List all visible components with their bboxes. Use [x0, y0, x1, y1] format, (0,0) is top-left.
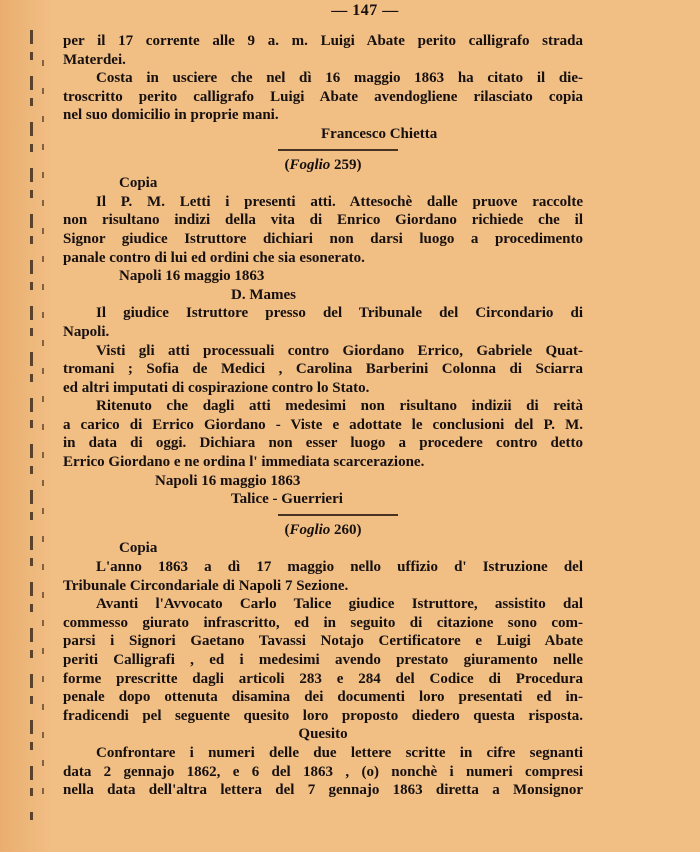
- text-line: per il 17 corrente alle 9 a. m. Luigi Abate perito calligrafo strada: [63, 33, 583, 49]
- text-line: ed altri imputati di cospirazione contro lo Stato.: [63, 379, 370, 396]
- sheet-heading-number: 259: [334, 156, 357, 173]
- binding-shadow-line-inner: [42, 60, 44, 800]
- place-date: Napoli 16 maggio 1863: [119, 268, 265, 285]
- text-line: parsi i Signori Gaetano Tavassi Notajo Certificatore e Luigi Abate: [63, 633, 583, 650]
- text-line: a carico di Errico Giordano - Viste e adottate le conclusioni del P. M.: [63, 416, 583, 433]
- text-line: Materdei.: [63, 51, 126, 68]
- text-line: Avanti l'Avvocato Carlo Talice giudice Istruttore, assistito dal: [96, 596, 583, 613]
- text-line: non risultano indizi della vita di Enrico Giordano richiede che il: [63, 212, 583, 229]
- text-line: Tribunale Circondariale di Napoli 7 Sezione.: [63, 577, 349, 594]
- text-line: periti Calligrafi , ed i medesimi avendo prestato giuramento nelle: [63, 652, 583, 668]
- text-line: Costa in usciere che nel dì 16 maggio 1863 ha citato il die-: [96, 70, 583, 87]
- section-heading: Copia: [119, 540, 158, 557]
- text-line: commesso giurato infrascritto, ed in seguito di citazione sono com-: [63, 614, 583, 631]
- signature: D. Mames: [231, 286, 296, 303]
- text-line: panale contro di lui ed ordini che sia esonerato.: [63, 249, 365, 266]
- document-body: [63, 32, 583, 800]
- text-line: data 2 gennajo 1862, e 6 del 1863 , (o) nonchè i numeri compresi: [63, 763, 583, 780]
- binding-edge: [0, 0, 52, 852]
- text-line: L'anno 1863 a dì 17 maggio nello uffizio d' Istruzione del: [96, 559, 583, 576]
- section-divider: [278, 149, 398, 151]
- text-line: Ritenuto che dagli atti medesimi non risultano indizii di reità: [96, 398, 583, 415]
- text-line: troscritto perito calligrafo Luigi Abate avendogliene rilasciato copia: [63, 88, 583, 105]
- text-line: nella data dell'altra lettera del 7 gennajo 1863 diretta a Monsignor: [63, 782, 583, 799]
- text-line: nel suo domicilio in proprie mani.: [63, 107, 279, 124]
- signature: Talice - Guerrieri: [231, 491, 343, 508]
- text-line: Signor giudice Istruttore dichiari non darsi luogo a procedimento: [63, 230, 583, 247]
- text-line: Il P. M. Letti i presenti atti. Attesochè dalle pruove raccolte: [96, 193, 583, 210]
- sheet-heading: (Foglio 259): [284, 156, 362, 173]
- text-line: tromani ; Sofia de Medici , Carolina Barberini Colonna di Sciarra: [63, 361, 583, 378]
- text-line: in data di oggi. Dichiara non esser luogo a procedere contro detto: [63, 435, 583, 452]
- section-divider: [278, 514, 398, 516]
- text-line: penale dopo ottenuta disamina dei documenti loro presentati ed in-: [63, 689, 583, 706]
- page-number: — 147 —: [331, 2, 399, 19]
- sheet-heading-word: Foglio: [289, 521, 331, 538]
- text-line: fradicendi pel seguente quesito loro proposto diedero questa risposta.: [63, 707, 583, 724]
- sheet-heading: (Foglio 260): [284, 521, 362, 538]
- text-line: Confrontare i numeri delle due lettere scritte in cifre segnanti: [96, 744, 583, 761]
- place-date: Napoli 16 maggio 1863: [155, 472, 301, 489]
- text-line: forme prescritte dagli articoli 283 e 284 del Codice di Procedura: [63, 670, 583, 687]
- sheet-heading-number: 260: [334, 521, 357, 538]
- text-line: Napoli.: [63, 323, 110, 340]
- text-line: Il giudice Istruttore presso del Tribunale del Circondario di: [96, 305, 583, 322]
- text-line: Errico Giordano e ne ordina l' immediata scarcerazione.: [63, 454, 425, 471]
- signature: Francesco Chietta: [321, 125, 438, 142]
- text-line: Visti gli atti processuali contro Giordano Errico, Gabriele Quat-: [96, 342, 583, 359]
- section-heading: Quesito: [298, 726, 348, 743]
- sheet-heading-word: Foglio: [289, 156, 331, 173]
- binding-shadow-line: [30, 30, 33, 820]
- section-heading: Copia: [119, 175, 158, 192]
